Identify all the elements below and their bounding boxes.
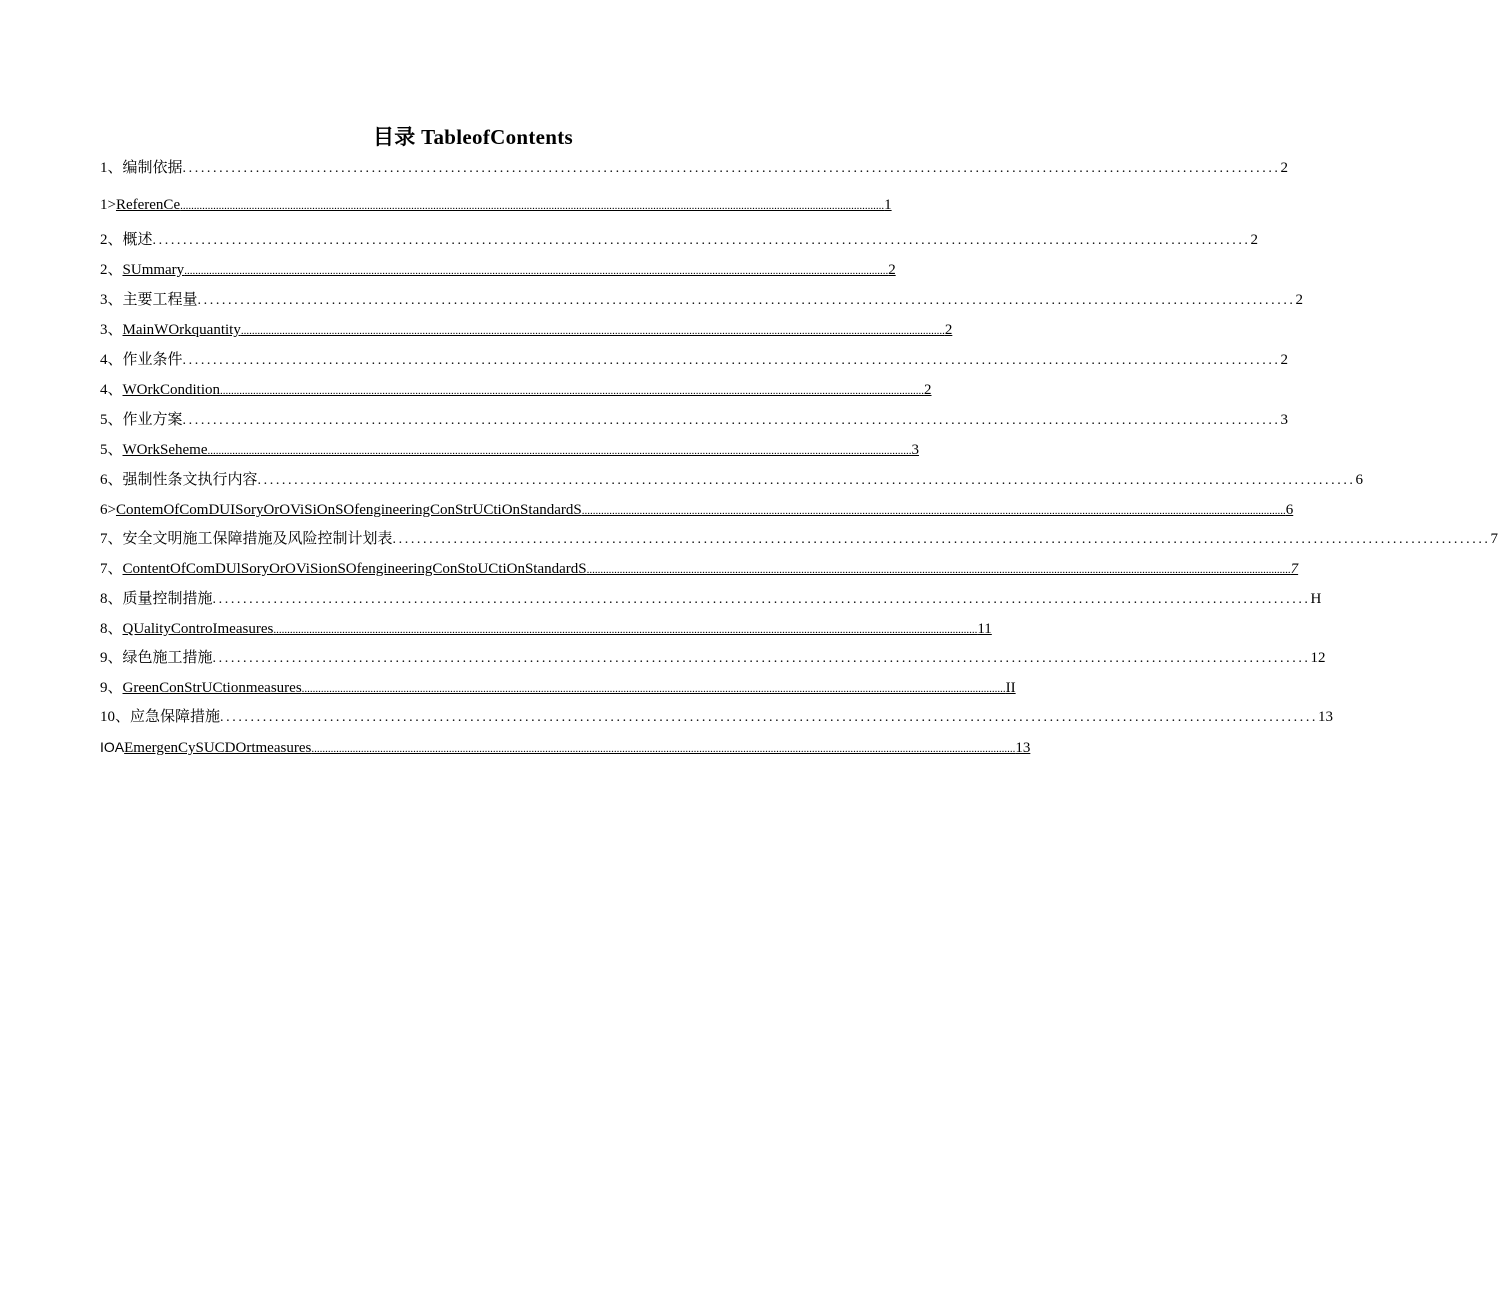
toc-entry[interactable] — [100, 529, 1498, 549]
toc-entry-page: 6 — [1355, 472, 1364, 488]
toc-entry-number: 6、 — [100, 472, 123, 488]
toc-entry-page: 12 — [1310, 650, 1326, 666]
toc-entry[interactable] — [100, 619, 992, 639]
toc-entry[interactable] — [100, 589, 1322, 609]
toc-leader-dots: .................................................................................................................................................................................... — [182, 161, 1281, 176]
toc-entry[interactable] — [100, 158, 1289, 178]
toc-entry-title: 主要工程量 — [122, 292, 198, 308]
toc-entry[interactable] — [100, 707, 1334, 727]
toc-entry-page: 2 — [1280, 160, 1289, 176]
toc-entry-title: SUmmary — [122, 262, 185, 278]
toc-entry-title: 作业方案 — [122, 412, 183, 428]
toc-entry-title: GreenConStrUCtionmeasures — [122, 680, 302, 696]
toc-entry-page: H — [1310, 591, 1322, 607]
toc-entry-page: 1 — [884, 197, 892, 213]
toc-entry-page: 7 — [1490, 531, 1498, 547]
toc-entry[interactable] — [100, 559, 1299, 579]
toc-entry-title: 绿色施工措施 — [122, 650, 213, 666]
toc-leader-dots: .................................................................................................................................................................................... — [220, 710, 1319, 725]
toc-entry-page: 3 — [911, 442, 919, 458]
toc-entry-number: 8、 — [100, 591, 123, 607]
toc-leader-dots: ................................................................................................................................................................................................................................................................ — [586, 564, 1291, 576]
toc-entry-page: 11 — [977, 621, 992, 637]
toc-leader-dots: .................................................................................................................................................................................... — [212, 651, 1311, 666]
toc-entry-title: 应急保障措施 — [130, 709, 221, 725]
toc-entry[interactable] — [100, 290, 1304, 310]
toc-leader-dots: .................................................................................................................................................................................... — [182, 353, 1281, 368]
toc-leader-dots: .................................................................................................................................................................................... — [392, 532, 1491, 547]
toc-entry-number: 7、 — [100, 561, 123, 577]
toc-entry[interactable] — [100, 260, 896, 280]
toc-entry-number: 7、 — [100, 531, 123, 547]
toc-entry[interactable] — [100, 648, 1326, 668]
toc-entry[interactable] — [100, 678, 1016, 698]
toc-leader-dots: ................................................................................................................................................................................................................................................................ — [220, 385, 925, 397]
toc-entry-page: 2 — [924, 382, 932, 398]
toc-entry-title: 安全文明施工保障措施及风险控制计划表 — [122, 531, 393, 547]
toc-entry-number: 2、 — [100, 232, 123, 248]
toc-leader-dots: .................................................................................................................................................................................... — [152, 233, 1251, 248]
toc-entry-number: 3、 — [100, 292, 123, 308]
toc-entry-page: 2 — [1250, 232, 1259, 248]
toc-entry[interactable] — [100, 440, 919, 460]
toc-entry[interactable] — [100, 737, 1031, 757]
toc-leader-dots: ................................................................................................................................................................................................................................................................ — [581, 505, 1286, 517]
toc-leader-dots: ................................................................................................................................................................................................................................................................ — [311, 743, 1016, 755]
toc-entry-page: 7 — [1290, 561, 1299, 577]
toc-entry-number: 9、 — [100, 650, 123, 666]
toc-leader-dots: .................................................................................................................................................................................... — [182, 413, 1281, 428]
toc-leader-dots: ................................................................................................................................................................................................................................................................ — [273, 624, 978, 636]
toc-entry[interactable] — [100, 320, 953, 340]
toc-entry[interactable] — [100, 195, 892, 215]
toc-entry-title: ContentOfComDUlSoryOrOViSionSOfengineeringConStoUCtiOnStandardS — [122, 561, 587, 577]
toc-entry-page: II — [1005, 680, 1016, 696]
toc-leader-dots: ................................................................................................................................................................................................................................................................ — [184, 265, 889, 277]
toc-entry-number: IOA — [100, 739, 125, 755]
toc-entry-title: MainWOrkquantity — [122, 322, 241, 338]
toc-entry-number: 4、 — [100, 352, 123, 368]
toc-entry-page: 2 — [1295, 292, 1304, 308]
toc-entry[interactable] — [100, 350, 1289, 370]
toc-leader-dots: ................................................................................................................................................................................................................................................................ — [207, 445, 912, 457]
toc-leader-dots: .................................................................................................................................................................................... — [212, 592, 1311, 607]
toc-entry-title: 质量控制措施 — [122, 591, 213, 607]
toc-entry-page: 13 — [1015, 740, 1031, 756]
toc-entry-title: 强制性条文执行内容 — [122, 472, 258, 488]
toc-entry-number: 3、 — [100, 322, 123, 338]
toc-entry-page: 2 — [944, 322, 953, 338]
toc-entry[interactable] — [100, 470, 1364, 490]
toc-entry[interactable] — [100, 500, 1294, 520]
toc-entry-title: WOrkSeheme — [122, 442, 208, 458]
toc-leader-dots: ................................................................................................................................................................................................................................................................ — [240, 325, 945, 337]
toc-entry[interactable] — [100, 410, 1289, 430]
toc-entry-page: 2 — [888, 262, 896, 278]
toc-entry-number: 9、 — [100, 680, 123, 696]
toc-entry-title: 编制依据 — [122, 160, 183, 176]
toc-entry[interactable] — [100, 230, 1259, 250]
toc-entry-title: WOrkCondition — [122, 382, 221, 398]
toc-leader-dots: ................................................................................................................................................................................................................................................................ — [301, 683, 1006, 695]
toc-entry-number: 5、 — [100, 412, 123, 428]
toc-entry-title: 概述 — [122, 232, 153, 248]
toc-leader-dots: .................................................................................................................................................................................... — [257, 473, 1356, 488]
toc-entry-number: 6> — [100, 502, 116, 518]
toc-entry-number: 1> — [100, 197, 116, 213]
toc-leader-dots: ................................................................................................................................................................................................................................................................ — [180, 200, 885, 212]
toc-entry-number: 1、 — [100, 160, 123, 176]
toc-entry-title: ReferenCe — [115, 197, 181, 213]
toc-entry-page: 6 — [1285, 502, 1294, 518]
toc-entry-number: 4、 — [100, 382, 123, 398]
toc-entry-page: 3 — [1280, 412, 1289, 428]
toc-entry[interactable] — [100, 380, 932, 400]
toc-leader-dots: .................................................................................................................................................................................... — [197, 293, 1296, 308]
toc-entry-page: 13 — [1318, 709, 1334, 725]
toc-entry-page: 2 — [1280, 352, 1289, 368]
toc-entry-title: 作业条件 — [122, 352, 183, 368]
toc-entry-number: 8、 — [100, 621, 123, 637]
toc-entry-title: ContemOfComDUISoryOrOViSiOnSOfengineeringConStrUCtiOnStandardS — [115, 502, 582, 518]
toc-entry-number: 5、 — [100, 442, 123, 458]
toc-entry-title: EmergenCySUCDOrtmeasures — [124, 740, 312, 756]
toc-entry-number: 10、 — [100, 709, 131, 725]
page-title: 目录 TableofContents — [372, 125, 574, 149]
toc-entry-title: QUalityControImeasures — [122, 621, 274, 637]
toc-entry-number: 2、 — [100, 262, 123, 278]
